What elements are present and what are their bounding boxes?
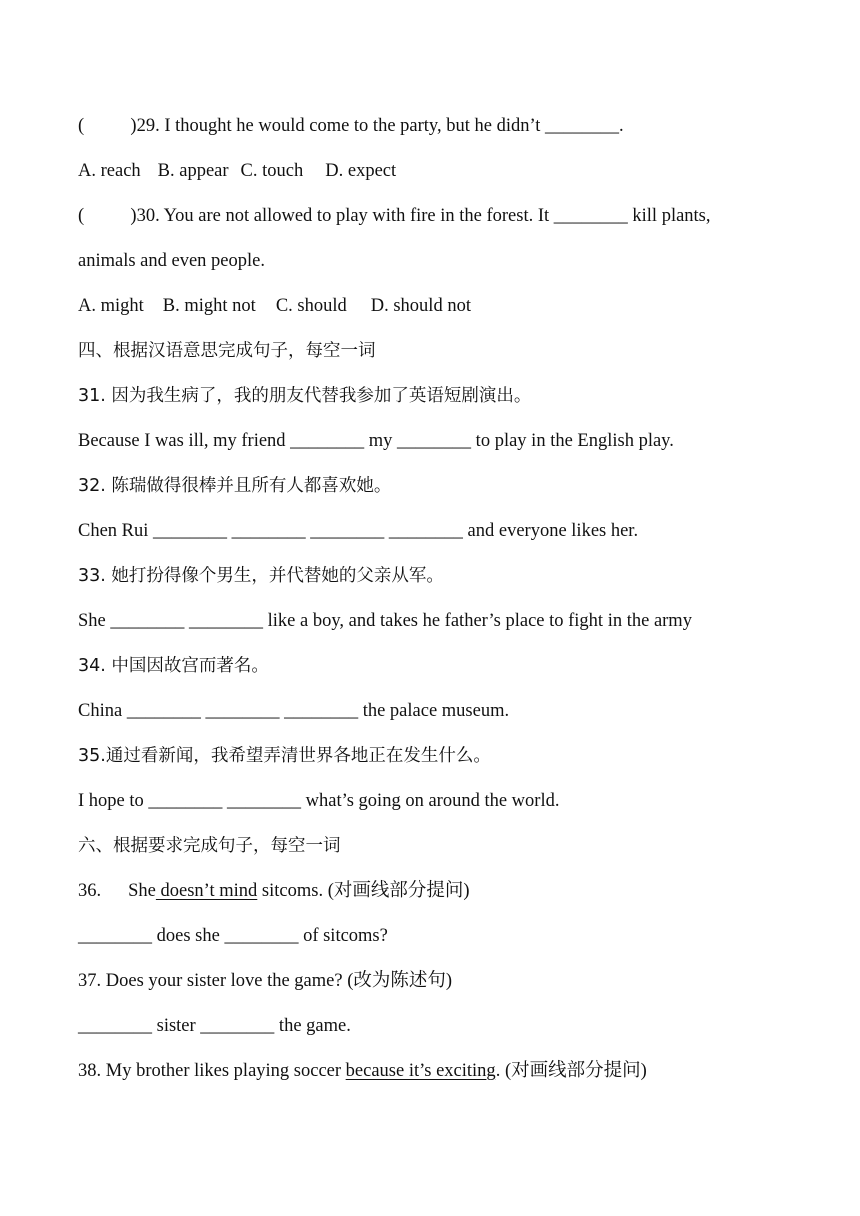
- answer-parentheses: ( ): [78, 116, 137, 136]
- question-text: animals and even people.: [78, 251, 265, 271]
- question-instruction: sitcoms. (对画线部分提问): [257, 881, 470, 901]
- option-c: C. touch: [240, 161, 304, 181]
- question-text: 30. You are not allowed to play with fire in the forest. It ________ kill plants,: [136, 206, 711, 226]
- option-d: D. should not: [370, 296, 471, 316]
- question-33-english: She ________ ________ like a boy, and takes he father’s place to fight in the army: [78, 611, 692, 631]
- question-36-answer: ________ does she ________ of sitcoms?: [78, 926, 388, 946]
- option-c: C. should: [275, 296, 347, 316]
- question-34-english: China ________ ________ ________ the palace museum.: [78, 701, 510, 721]
- underlined-phrase: doesn’t mind: [155, 881, 258, 901]
- underlined-phrase: because it’s exciting: [345, 1061, 496, 1081]
- section-6-heading: 六、根据要求完成句子，每空一词: [78, 836, 341, 856]
- question-31-chinese: 31. 因为我生病了，我的朋友代替我参加了英语短剧演出。: [78, 386, 532, 406]
- option-a: A. reach: [78, 161, 141, 181]
- section-4-heading: 四、根据汉语意思完成句子，每空一词: [78, 341, 376, 361]
- worksheet-page: [78, 104, 798, 1094]
- question-38: [78, 1049, 798, 1094]
- question-31-english: Because I was ill, my friend ________ my ________ to play in the English play.: [78, 431, 674, 451]
- question-number: 36.: [78, 881, 102, 901]
- question-37-answer: ________ sister ________ the game.: [78, 1016, 351, 1036]
- question-35-chinese: 35.通过看新闻，我希望弄清世界各地正在发生什么。: [78, 746, 491, 766]
- question-32-chinese: 32. 陈瑞做得很棒并且所有人都喜欢她。: [78, 476, 392, 496]
- option-d: D. expect: [325, 161, 397, 181]
- question-text: She: [128, 881, 156, 901]
- question-35-english: I hope to ________ ________ what’s going on around the world.: [78, 791, 560, 811]
- question-32-english: Chen Rui ________ ________ ________ ________ and everyone likes her.: [78, 521, 639, 541]
- option-b: B. might not: [162, 296, 256, 316]
- question-33-chinese: 33. 她打扮得像个男生，并代替她的父亲从军。: [78, 566, 444, 586]
- question-34-chinese: 34. 中国因故宫而著名。: [78, 656, 269, 676]
- answer-parentheses: ( ): [78, 206, 137, 226]
- question-29: [78, 104, 798, 149]
- option-b: B. appear: [157, 161, 229, 181]
- question-instruction: . (对画线部分提问): [495, 1061, 647, 1081]
- question-30: [78, 194, 798, 239]
- question-37: 37. Does your sister love the game? (改为陈述句): [78, 971, 453, 991]
- question-text: 38. My brother likes playing soccer: [78, 1061, 346, 1081]
- question-30-continued: [78, 239, 798, 284]
- question-text: 29. I thought he would come to the party, but he didn’t ________.: [136, 116, 624, 136]
- question-30-options: [78, 284, 798, 329]
- option-a: A. might: [78, 296, 144, 316]
- question-29-options: [78, 149, 798, 194]
- question-36: [78, 869, 798, 914]
